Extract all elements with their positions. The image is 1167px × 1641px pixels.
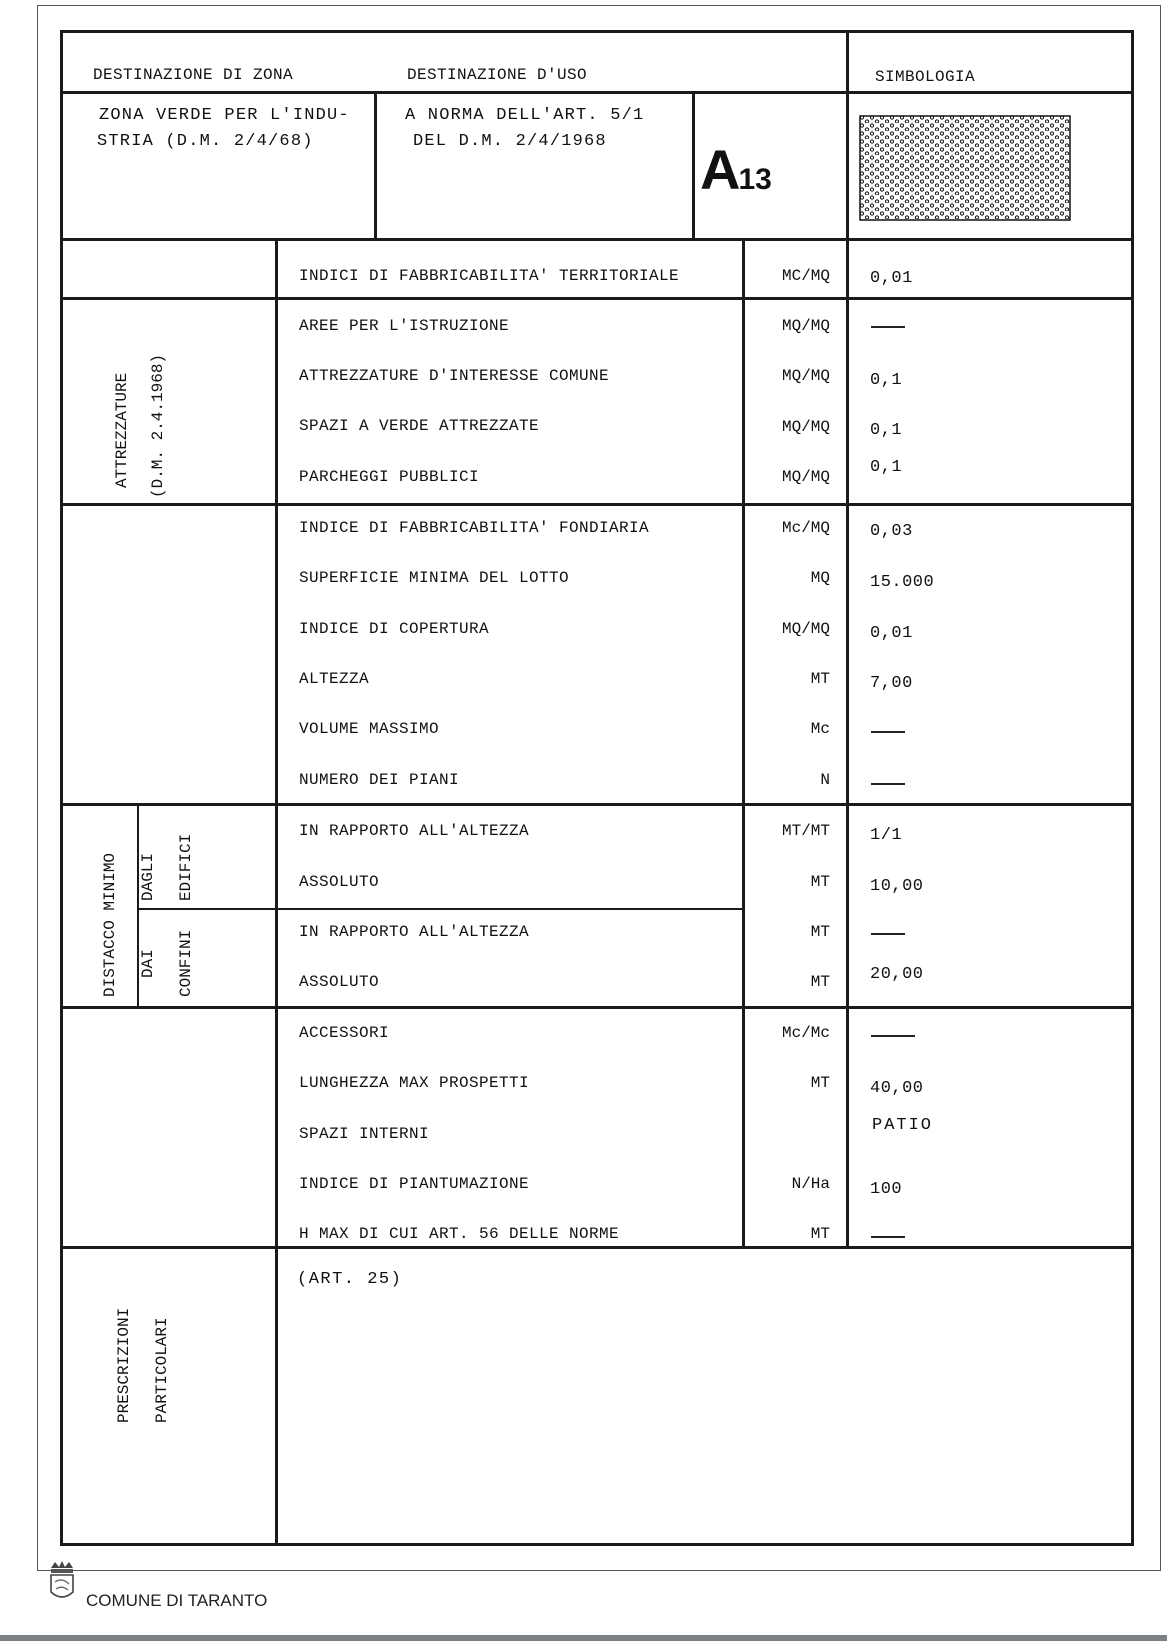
rule-vertical xyxy=(374,91,377,238)
rule xyxy=(63,297,1131,300)
altri-row-value: PATIO xyxy=(872,1116,934,1135)
confini-label-2: CONFINI xyxy=(177,929,195,997)
distacco-row-unit: MT xyxy=(810,923,830,941)
attrezzature-row-unit: MQ/MQ xyxy=(781,468,830,486)
distacco-row-label: ASSOLUTO xyxy=(299,973,380,991)
simbologia-header: SIMBOLOGIA xyxy=(875,68,976,86)
fondiaria-row-label: ALTEZZA xyxy=(299,670,370,688)
distacco-row-unit: MT/MT xyxy=(781,822,830,840)
rule xyxy=(63,1246,1131,1249)
attrezzature-row-value: 0,1 xyxy=(870,458,903,477)
altri-row-value: 40,00 xyxy=(870,1079,924,1098)
altri-row-unit: Mc/Mc xyxy=(781,1024,830,1042)
fondiaria-row-unit: Mc xyxy=(810,720,830,738)
distacco-row-unit: MT xyxy=(810,873,830,891)
distacco-row-label: IN RAPPORTO ALL'ALTEZZA xyxy=(299,822,530,840)
indici-territoriale-unit: MC/MQ xyxy=(781,267,830,285)
rule xyxy=(63,1006,1131,1009)
rule xyxy=(63,803,1131,806)
fondiaria-row-unit: N xyxy=(820,771,830,789)
fondiaria-row-unit: MQ xyxy=(810,569,830,587)
empty-value-dash xyxy=(871,326,905,328)
empty-value-dash xyxy=(871,1236,905,1238)
fondiaria-row-value: 0,01 xyxy=(870,624,913,643)
attrezzature-group-label: ATTREZZATURE xyxy=(113,372,131,488)
distacco-row-value: 20,00 xyxy=(870,965,924,984)
distacco-row-label: IN RAPPORTO ALL'ALTEZZA xyxy=(299,923,530,941)
attrezzature-row-unit: MQ/MQ xyxy=(781,317,830,335)
attrezzature-row-unit: MQ/MQ xyxy=(781,418,830,436)
rule-vertical xyxy=(692,91,695,238)
zoning-table xyxy=(60,30,1134,1546)
destinazione-uso-header: DESTINAZIONE D'USO xyxy=(407,66,588,84)
fondiaria-row-label: VOLUME MASSIMO xyxy=(299,720,440,738)
zone-code xyxy=(700,137,772,202)
edifici-label-1: DAGLI xyxy=(139,852,157,901)
distacco-row-label: ASSOLUTO xyxy=(299,873,380,891)
altri-row-label: H MAX DI CUI ART. 56 DELLE NORME xyxy=(299,1225,620,1243)
uso-text-line2: DEL D.M. 2/4/1968 xyxy=(413,132,607,151)
rule-thin xyxy=(137,908,745,910)
page-bottom-edge xyxy=(0,1635,1167,1641)
edifici-label-2: EDIFICI xyxy=(177,833,195,901)
fondiaria-row-label: INDICE DI FABBRICABILITA' FONDIARIA xyxy=(299,519,650,537)
attrezzature-row-unit: MQ/MQ xyxy=(781,367,830,385)
zona-text-line1: ZONA VERDE PER L'INDU- xyxy=(99,106,350,125)
attrezzature-row-label: SPAZI A VERDE ATTREZZATE xyxy=(299,417,540,435)
distacco-group-label: DISTACCO MINIMO xyxy=(101,852,119,997)
zone-code-number: 13 xyxy=(738,163,772,196)
distacco-row-unit: MT xyxy=(810,973,830,991)
indici-territoriale-value: 0,01 xyxy=(870,269,913,288)
altri-row-label: ACCESSORI xyxy=(299,1024,390,1042)
rule-vertical xyxy=(846,33,849,1246)
fondiaria-row-label: INDICE DI COPERTURA xyxy=(299,620,490,638)
prescrizioni-text: (ART. 25) xyxy=(297,1270,403,1289)
prescrizioni-label-1: PRESCRIZIONI xyxy=(115,1307,133,1423)
uso-text-line1: A NORMA DELL'ART. 5/1 xyxy=(405,106,645,125)
rule-vertical xyxy=(275,238,278,1543)
attrezzature-row-value: 0,1 xyxy=(870,371,903,390)
fondiaria-row-value: 7,00 xyxy=(870,674,913,693)
coat-of-arms-icon xyxy=(48,1560,76,1604)
fondiaria-row-label: NUMERO DEI PIANI xyxy=(299,771,460,789)
empty-value-dash xyxy=(871,783,905,785)
attrezzature-row-label: PARCHEGGI PUBBLICI xyxy=(299,468,480,486)
empty-value-dash xyxy=(871,731,905,733)
fondiaria-row-unit: MT xyxy=(810,670,830,688)
altri-row-value: 100 xyxy=(870,1180,903,1199)
altri-row-unit: MT xyxy=(810,1225,830,1243)
altri-row-label: INDICE DI PIANTUMAZIONE xyxy=(299,1175,530,1193)
fondiaria-row-value: 0,03 xyxy=(870,522,913,541)
fondiaria-row-value: 15.000 xyxy=(870,573,935,592)
fondiaria-row-label: SUPERFICIE MINIMA DEL LOTTO xyxy=(299,569,570,587)
rule xyxy=(63,503,1131,506)
confini-label-1: DAI xyxy=(139,949,157,978)
rule xyxy=(63,91,1131,94)
attrezzature-row-label: AREE PER L'ISTRUZIONE xyxy=(299,317,510,335)
altri-row-label: SPAZI INTERNI xyxy=(299,1125,430,1143)
fondiaria-row-unit: Mc/MQ xyxy=(781,519,830,537)
rule-vertical xyxy=(742,238,745,1246)
zone-code-letter: A xyxy=(700,138,739,201)
altri-row-label: LUNGHEZZA MAX PROSPETTI xyxy=(299,1074,530,1092)
altri-row-unit: MT xyxy=(810,1074,830,1092)
dotted-pattern-symbol xyxy=(859,115,1071,221)
prescrizioni-label-2: PARTICOLARI xyxy=(153,1317,171,1423)
distacco-row-value: 10,00 xyxy=(870,877,924,896)
attrezzature-row-value: 0,1 xyxy=(870,421,903,440)
attrezzature-group-sublabel: (D.M. 2.4.1968) xyxy=(149,353,167,498)
zona-text-line2: STRIA (D.M. 2/4/68) xyxy=(97,132,314,151)
rule xyxy=(63,238,1131,241)
indici-territoriale-label: INDICI DI FABBRICABILITA' TERRITORIALE xyxy=(299,267,680,285)
fondiaria-row-unit: MQ/MQ xyxy=(781,620,830,638)
distacco-row-value: 1/1 xyxy=(870,826,903,845)
attrezzature-row-label: ATTREZZATURE D'INTERESSE COMUNE xyxy=(299,367,610,385)
empty-value-dash xyxy=(871,933,905,935)
destinazione-zona-header: DESTINAZIONE DI ZONA xyxy=(93,66,294,84)
altri-row-unit: N/Ha xyxy=(791,1175,830,1193)
footer-municipality: COMUNE DI TARANTO xyxy=(86,1591,268,1610)
empty-value-dash xyxy=(871,1035,915,1037)
